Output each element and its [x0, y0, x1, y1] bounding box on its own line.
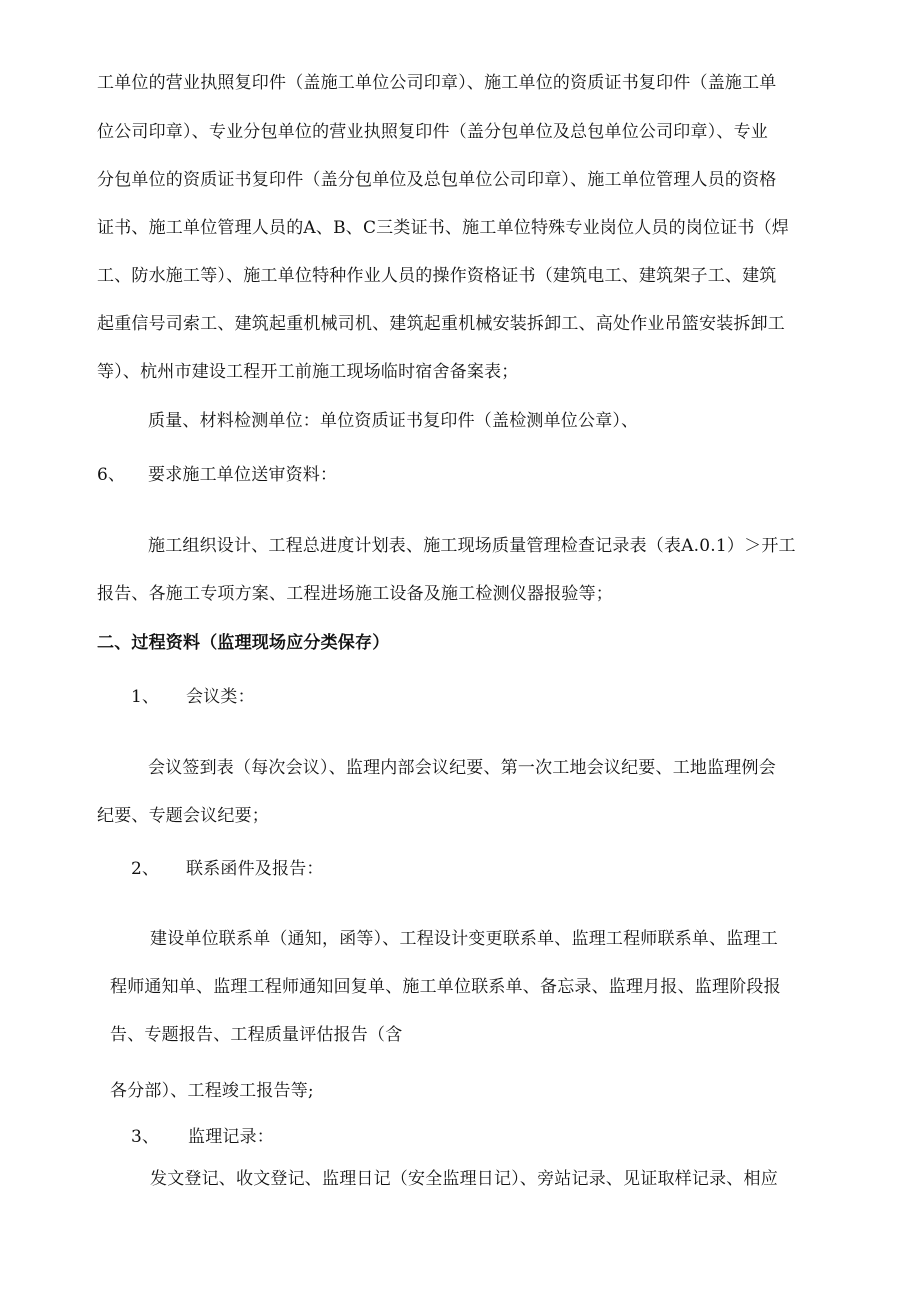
paragraph-line: 各分部）、工程竣工报告等; [110, 1081, 314, 1101]
paragraph-line: 分包单位的资质证书复印件（盖分包单位及总包单位公司印章）、施工单位管理人员的资格 [97, 170, 777, 190]
paragraph-line: 纪要、专题会议纪要； [97, 806, 269, 826]
paragraph-line: 位公司印章）、专业分包单位的营业执照复印件（盖分包单位及总包单位公司印章）、专业 [97, 122, 768, 142]
paragraph-line: 等）、杭州市建设工程开工前施工现场临时宿舍备案表； [97, 362, 519, 382]
item-label: 要求施工单位送审资料： [148, 465, 338, 485]
paragraph-line: 会议签到表（每次会议）、监理内部会议纪要、第一次工地会议纪要、工地监理例会 [148, 758, 776, 778]
paragraph-line: 告、专题报告、工程质量评估报告（含 [110, 1025, 403, 1045]
item-number: 2、 [131, 859, 160, 879]
item-number: 6、 [97, 465, 126, 485]
paragraph-line: 起重信号司索工、建筑起重机械司机、建筑起重机械安装拆卸工、高处作业吊篮安装拆卸工 [97, 314, 785, 334]
paragraph-line: 工、防水施工等）、施工单位特种作业人员的操作资格证书（建筑电工、建筑架子工、建筑 [97, 266, 777, 286]
paragraph-line: 发文登记、收文登记、监理日记（安全监理日记）、旁站记录、见证取样记录、相应 [150, 1169, 778, 1189]
item-label: 联系函件及报告： [186, 859, 324, 879]
paragraph-line: 施工组织设计、工程总进度计划表、施工现场质量管理检查记录表（表A.0.1）＞开工 [148, 536, 796, 556]
paragraph-line: 质量、材料检测单位：单位资质证书复印件（盖检测单位公章）、 [148, 411, 639, 431]
item-number: 3、 [131, 1127, 160, 1147]
paragraph-line: 程师通知单、监理工程师通知回复单、施工单位联系单、备忘录、监理月报、监理阶段报 [110, 977, 781, 997]
section-heading: 二、过程资料（监理现场应分类保存） [97, 633, 390, 653]
paragraph-line: 工单位的营业执照复印件（盖施工单位公司印章）、施工单位的资质证书复印件（盖施工单 [97, 73, 777, 93]
paragraph-line: 证书、施工单位管理人员的A、B、C三类证书、施工单位特殊专业岗位人员的岗位证书（焊 [97, 218, 789, 238]
item-number: 1、 [131, 687, 160, 707]
paragraph-line: 建设单位联系单（通知，函等）、工程设计变更联系单、监理工程师联系单、监理工 [150, 929, 778, 949]
item-label: 会议类： [186, 687, 255, 707]
item-label: 监理记录： [188, 1127, 274, 1147]
paragraph-line: 报告、各施工专项方案、工程进场施工设备及施工检测仪器报验等； [97, 584, 613, 604]
